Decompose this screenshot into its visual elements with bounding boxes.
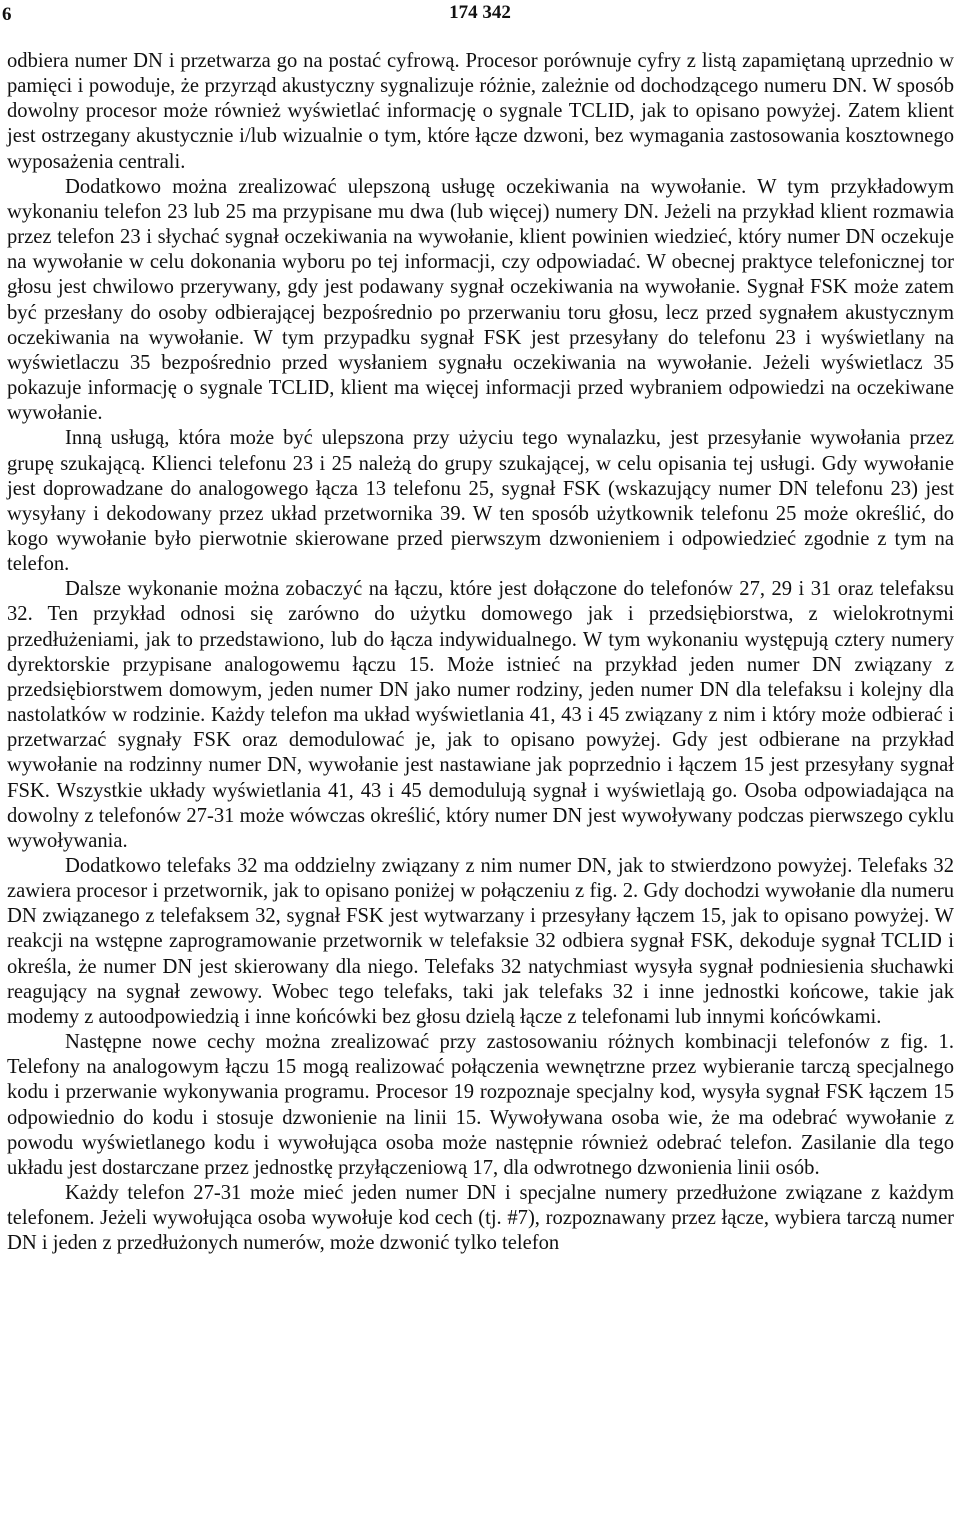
paragraph-5: Dodatkowo telefaks 32 ma oddzielny związany z nim numer DN, jak to stwierdzono powyżej. Telefaks 32 zawiera procesor i przetwornik, jak to opisano poniżej w połączeniu z fig. 2. Gdy dochodzi wywołanie dla numeru DN związanego z telefaksem 32, sygnał FSK jest wytwarzany i przesyłany łączem 15, jak to opisano powyżej. W reakcji na wstępne zaprogramowanie przetwornik w telefaksie 32 odbiera sygnał FSK, dekoduje sygnał TCLID i określa, że numer DN jest skierowany dla niego. Telefaks 32 natychmiast wysyła sygnał podniesienia słuchawki reagujący na sygnał zewowy. Wobec tego telefaks, taki jak telefaks 32 i inne jednostki końcowe, takie jak modemy z autoodpowiedzią i inne końcówki bez głosu dzielą łącze z telefonami lub innymi końcówkami.: [7, 855, 954, 1028]
paragraph-2: Dodatkowo można zrealizować ulepszoną usługę oczekiwania na wywołanie. W tym przykładowym wykonaniu telefon 23 lub 25 ma przypisane mu dwa (lub więcej) numery DN. Jeżeli na przykład klient rozmawia przez telefon 23 i słychać sygnał oczekiwania na wywołanie, klient powinien wiedzieć, który numer DN oczekuje na wywołanie w celu dokonania wyboru po tej informacji, czy odpowiadać. W obecnej praktyce telefonicznej tor głosu jest chwilowo przerywany, gdy jest podawany sygnał oczekiwania na wywołanie. Sygnał FSK może zatem być przesłany do osoby odbierającej bezpośrednio po przerwaniu toru głosu, lecz przed sygnałem akustycznym oczekiwania na wywołanie. W tym przypadku sygnał FSK jest przesyłany do telefonu 23 i wyświetlany na wyświetlaczu 35 bezpośrednio przed wysłaniem sygnału oczekiwania na wywołanie. Jeżeli wyświetlacz 35 pokazuje informację o sygnale TCLID, klient ma więcej informacji przed wybraniem odpowiedzi na oczekiwane wywołanie.: [7, 175, 954, 425]
paragraph-4: Dalsze wykonanie można zobaczyć na łączu, które jest dołączone do telefonów 27, 29 i 31 oraz telefaksu 32. Ten przykład odnosi się zarówno do użytku domowego jak i przedsiębiorstwa, z wielokrotnymi przedłużeniami, jak to przedstawiono, lub do łącza indywidualnego. W tym wykonaniu występują cztery numery dyrektorskie przypisane analogowemu łączu 15. Może istnieć na przykład jeden numer DN związany z przedsiębiorstwem domowym, jeden numer DN jako numer rodziny, jeden numer DN dla telefaksu i kolejny dla nastolatków w rodzinie. Każdy telefon ma układ wyświetlania 41, 43 i 45 związany z nim i który może odbierać i przetwarzać sygnały FSK oraz demodulować je, jak to opisano powyżej. Gdy jest odbierane na przykład wywołanie na rodzinny numer DN, wywołanie jest nastawiane jak poprzednio i łączem 15 jest przesyłany sygnał FSK. Wszystkie układy wyświetlania 41, 43 i 45 demodulują sygnał i wyświetlają go. Osoba odpowiadająca na dowolny z telefonów 27-31 może wówczas określić, który numer DN jest wywoływany podczas pierwszego cyklu wywoływania.: [7, 578, 954, 852]
paragraph-7: Każdy telefon 27-31 może mieć jeden numer DN i specjalne numery przedłużone związane z każdym telefonem. Jeżeli wywołująca osoba wywołuje kod cech (tj. #7), rozpoznawany przez łącze, wybiera tarczą numer DN i jeden z przedłużonych numerów, może dzwonić tylko telefon: [7, 1182, 954, 1255]
page-header: [0, 0, 960, 32]
paragraph-3: Inną usługą, która może być ulepszona przy użyciu tego wynalazku, jest przesyłanie wywołania przez grupę szukającą. Klienci telefonu 23 i 25 należą do grupy szukającej, w celu opisania tej usługi. Gdy wywołanie jest doprowadzane do analogowego łącza 13 telefonu 25, sygnał FSK (wskazujący numer DN telefonu 23) jest wysyłany i dekodowany przez układ przetwornika 39. W ten sposób użytkownik telefonu 25 może określić, do kogo wywołanie było pierwotnie skierowane przed pierwszym dzwonieniem i odpowiedzieć zgodnie z tym na telefon.: [7, 427, 954, 576]
page-number: 6: [2, 4, 12, 25]
paragraph-1: odbiera numer DN i przetwarza go na postać cyfrową. Procesor porównuje cyfry z listą zapamiętaną uprzednio w pamięci i powoduje, że przyrząd akustyczny sygnalizuje różnie, zależnie od dochodzącego numeru DN. W sposób dowolny procesor może również wyświetlać informację o sygnale TCLID, jak to opisano powyżej. Zatem klient jest ostrzegany akustycznie i/lub wizualnie o tym, które łącze dzwoni, bez wymagania zastosowania kosztownego wyposażenia centrali.: [7, 50, 954, 173]
body-text: [7, 49, 954, 1257]
paragraph-6: Następne nowe cechy można zrealizować przy zastosowaniu różnych kombinacji telefonów z fig. 1. Telefony na analogowym łączu 15 mogą realizować połączenia wewnętrzne przez wybieranie tarczą specjalnego kodu i przerwanie wykonywania programu. Procesor 19 rozpoznaje specjalny kod, wysyła sygnał FSK łączem 15 odpowiednio do kodu i stosuje dzwonienie na linii 15. Wywoływana osoba wie, że ma odebrać wywołanie z powodu wyświetlanego kodu i wywołująca osoba może następnie również odebrać telefon. Zasilanie dla tego układu jest dostarczane przez jednostkę przyłączeniową 17, dla odwrotnego dzwonienia linii osób.: [7, 1031, 954, 1179]
patent-number: 174 342: [449, 2, 511, 23]
